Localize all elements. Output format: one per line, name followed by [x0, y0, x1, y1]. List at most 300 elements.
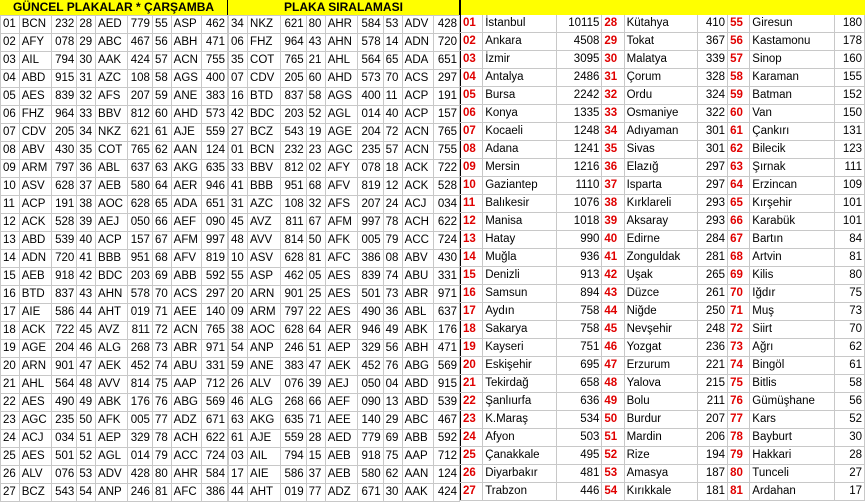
rank-cell: 16 [461, 285, 483, 303]
city-name-cell: Hakkari [750, 447, 834, 465]
table-row [229, 70, 460, 88]
city-code-cell: 72 [383, 124, 402, 142]
digits-cell: 297 [434, 70, 460, 88]
letters-cell: BBV [96, 106, 127, 124]
letters-cell: BCN [19, 16, 51, 34]
digits-cell: 712 [434, 448, 460, 466]
digits-cell: 232 [51, 16, 76, 34]
letters-cell: AAN [171, 142, 202, 160]
digits-cell: 628 [280, 250, 306, 268]
digits-cell: 205 [280, 70, 306, 88]
digits-cell: 722 [434, 160, 460, 178]
letters-cell: ABR [402, 286, 433, 304]
letters-cell: ABB [402, 430, 433, 448]
city-code-cell: 79 [152, 448, 171, 466]
city-code-cell: 28 [77, 16, 96, 34]
digits-cell: 584 [357, 16, 383, 34]
table-row [1, 88, 228, 106]
city-code-cell: 48 [77, 376, 96, 394]
rank-cell: 01 [461, 15, 483, 33]
digits-cell: 837 [280, 88, 306, 106]
letters-cell: AVZ [96, 322, 127, 340]
table-row [461, 159, 865, 177]
city-name-cell: Şanlıurfa [483, 393, 557, 411]
letters-cell: ABD [19, 70, 51, 88]
digits-cell: 819 [202, 250, 228, 268]
city-code-cell: 20 [229, 286, 248, 304]
digits-cell: 471 [202, 34, 228, 52]
table-row [1, 484, 228, 502]
digits-cell: 246 [127, 484, 152, 502]
city-name-cell: Zonguldak [624, 249, 697, 267]
count-cell: 1018 [557, 213, 602, 231]
city-code-cell: 28 [306, 430, 325, 448]
letters-cell: AEB [96, 178, 127, 196]
table-row [1, 16, 228, 34]
city-code-cell: 33 [229, 160, 248, 178]
count-cell: 297 [697, 177, 727, 195]
city-code-cell: 51 [306, 340, 325, 358]
letters-cell: ASV [19, 178, 51, 196]
city-name-cell: Çankırı [750, 123, 834, 141]
table-row [229, 340, 460, 358]
city-code-cell: 54 [229, 340, 248, 358]
digits-cell: 297 [202, 286, 228, 304]
table-row [461, 375, 865, 393]
letters-cell: AVZ [248, 214, 281, 232]
table-row [229, 304, 460, 322]
letters-cell: CDV [248, 70, 281, 88]
table-row [461, 483, 865, 501]
city-code-cell: 39 [77, 214, 96, 232]
count-cell: 3095 [557, 51, 602, 69]
rank-cell: 37 [602, 177, 624, 195]
count-cell: 1248 [557, 123, 602, 141]
count-cell: 2242 [557, 87, 602, 105]
rank-cell: 40 [602, 231, 624, 249]
digits-cell: 467 [127, 34, 152, 52]
city-name-cell: Gaziantep [483, 177, 557, 195]
city-code-cell: 45 [77, 322, 96, 340]
city-code-cell: 44 [229, 484, 248, 502]
city-code-cell: 34 [229, 16, 248, 34]
city-name-cell: Kırşehir [750, 195, 834, 213]
digits-cell: 191 [434, 88, 460, 106]
count-cell: 27 [834, 465, 864, 483]
city-code-cell: 12 [1, 214, 20, 232]
letters-cell: AGE [19, 340, 51, 358]
rank-cell: 17 [461, 303, 483, 321]
city-code-cell: 17 [1, 304, 20, 322]
count-cell: 636 [557, 393, 602, 411]
letters-cell: ACP [402, 106, 433, 124]
city-code-cell: 55 [229, 268, 248, 286]
table-row [1, 340, 228, 358]
city-code-cell: 68 [306, 178, 325, 196]
digits-cell: 915 [51, 70, 76, 88]
city-code-cell: 25 [306, 286, 325, 304]
letters-cell: ADA [171, 196, 202, 214]
letters-cell: ADZ [325, 484, 357, 502]
letters-cell: NKZ [248, 16, 281, 34]
table-row [229, 124, 460, 142]
rank-cell: 23 [461, 411, 483, 429]
count-cell: 322 [697, 105, 727, 123]
city-code-cell: 29 [77, 34, 96, 52]
rank-cell: 05 [461, 87, 483, 105]
count-cell: 236 [697, 339, 727, 357]
rank-cell: 22 [461, 393, 483, 411]
city-code-cell: 70 [383, 70, 402, 88]
city-code-cell: 30 [383, 484, 402, 502]
count-cell: 58 [834, 375, 864, 393]
digits-cell: 794 [280, 448, 306, 466]
letters-cell: FHZ [19, 106, 51, 124]
count-cell: 250 [697, 303, 727, 321]
digits-cell: 559 [202, 124, 228, 142]
count-cell: 410 [697, 15, 727, 33]
city-code-cell: 34 [77, 124, 96, 142]
rank-cell: 76 [728, 393, 750, 411]
letters-cell: AAP [402, 448, 433, 466]
letters-cell: AIE [19, 304, 51, 322]
digits-cell: 755 [202, 52, 228, 70]
letters-cell: ASV [248, 250, 281, 268]
city-code-cell: 46 [77, 340, 96, 358]
city-code-cell: 40 [77, 232, 96, 250]
digits-cell: 452 [127, 358, 152, 376]
letters-cell: ABR [171, 340, 202, 358]
table-row [461, 177, 865, 195]
digits-cell: 019 [127, 304, 152, 322]
digits-cell: 204 [51, 340, 76, 358]
letters-cell: COT [248, 52, 281, 70]
city-name-cell: Kırklareli [624, 195, 697, 213]
digits-cell: 014 [357, 106, 383, 124]
rank-cell: 25 [461, 447, 483, 465]
city-name-cell: Denizli [483, 267, 557, 285]
city-code-cell: 64 [152, 178, 171, 196]
count-cell: 301 [697, 141, 727, 159]
digits-cell: 539 [51, 232, 76, 250]
count-cell: 293 [697, 213, 727, 231]
city-code-cell: 22 [1, 394, 20, 412]
digits-cell: 235 [357, 142, 383, 160]
letters-cell: AIE [248, 466, 281, 484]
digits-cell: 467 [434, 412, 460, 430]
city-code-cell: 58 [306, 88, 325, 106]
digits-cell: 814 [280, 232, 306, 250]
digits-cell: 765 [127, 142, 152, 160]
count-cell: 758 [557, 321, 602, 339]
digits-cell: 383 [280, 358, 306, 376]
city-name-cell: Erzincan [750, 177, 834, 195]
table-row [229, 394, 460, 412]
city-name-cell: Ordu [624, 87, 697, 105]
city-name-cell: Hatay [483, 231, 557, 249]
letters-cell: AOC [96, 196, 127, 214]
city-code-cell: 68 [152, 250, 171, 268]
letters-cell: BTD [248, 88, 281, 106]
letters-cell: ACP [96, 232, 127, 250]
rank-cell: 44 [602, 303, 624, 321]
count-cell: 181 [697, 483, 727, 501]
letters-cell: ACP [19, 196, 51, 214]
count-cell: 152 [834, 87, 864, 105]
count-cell: 265 [697, 267, 727, 285]
city-code-cell: 19 [306, 124, 325, 142]
letters-cell: AES [19, 448, 51, 466]
digits-cell: 428 [127, 466, 152, 484]
count-cell: 297 [697, 159, 727, 177]
rank-cell: 32 [602, 87, 624, 105]
rank-cell: 31 [602, 69, 624, 87]
city-code-cell: 65 [152, 196, 171, 214]
letters-cell: AEP [96, 430, 127, 448]
city-code-cell: 50 [77, 412, 96, 430]
digits-cell: 528 [51, 214, 76, 232]
digits-cell: 651 [202, 196, 228, 214]
table-row [229, 178, 460, 196]
letters-cell: ALG [248, 394, 281, 412]
letters-cell: BTD [19, 286, 51, 304]
digits-cell: 543 [280, 124, 306, 142]
rank-cell: 64 [728, 177, 750, 195]
city-name-cell: Manisa [483, 213, 557, 231]
city-code-cell: 63 [152, 160, 171, 178]
city-code-cell: 58 [152, 70, 171, 88]
letters-cell: AHN [325, 34, 357, 52]
rank-cell: 39 [602, 213, 624, 231]
digits-cell: 140 [202, 304, 228, 322]
digits-cell: 765 [280, 52, 306, 70]
letters-cell: AEB [19, 268, 51, 286]
city-name-cell: Balıkesir [483, 195, 557, 213]
letters-cell: AEB [325, 448, 357, 466]
table-row [1, 160, 228, 178]
city-name-cell: Ankara [483, 33, 557, 51]
letters-cell: ARM [19, 160, 51, 178]
table-row [461, 321, 865, 339]
digits-cell: 078 [357, 160, 383, 178]
letters-cell: ACN [171, 322, 202, 340]
table-row [229, 232, 460, 250]
city-name-cell: Bilecik [750, 141, 834, 159]
count-cell: 194 [697, 447, 727, 465]
count-cell: 328 [697, 69, 727, 87]
letters-cell: ABD [402, 394, 433, 412]
table-row [229, 448, 460, 466]
letters-cell: BBB [248, 178, 281, 196]
city-code-cell: 49 [77, 394, 96, 412]
city-code-cell: 61 [152, 124, 171, 142]
city-code-cell: 09 [1, 160, 20, 178]
letters-cell: ABL [96, 160, 127, 178]
city-code-cell: 14 [1, 250, 20, 268]
count-cell: 10115 [557, 15, 602, 33]
count-cell: 293 [697, 195, 727, 213]
city-code-cell: 14 [383, 34, 402, 52]
city-code-cell: 06 [1, 106, 20, 124]
count-cell: 187 [697, 465, 727, 483]
letters-cell: ABV [19, 142, 51, 160]
count-cell: 284 [697, 231, 727, 249]
table-row [461, 429, 865, 447]
letters-cell: ALV [19, 466, 51, 484]
table-row [1, 304, 228, 322]
table-row [1, 430, 228, 448]
count-cell: 109 [834, 177, 864, 195]
count-cell: 211 [697, 393, 727, 411]
plates-by-city-table [0, 15, 228, 502]
digits-cell: 671 [357, 484, 383, 502]
letters-cell: AGL [325, 106, 357, 124]
digits-cell: 424 [127, 52, 152, 70]
letters-cell: AEF [171, 214, 202, 232]
city-code-cell: 47 [306, 358, 325, 376]
table-row [229, 160, 460, 178]
city-name-cell: Aksaray [624, 213, 697, 231]
city-name-cell: Van [750, 105, 834, 123]
digits-cell: 586 [280, 466, 306, 484]
digits-cell: 628 [51, 178, 76, 196]
city-code-cell: 04 [1, 70, 20, 88]
rank-cell: 38 [602, 195, 624, 213]
city-name-cell: Düzce [624, 285, 697, 303]
digits-cell: 124 [202, 142, 228, 160]
city-name-cell: Gümüşhane [750, 393, 834, 411]
rank-cell: 06 [461, 105, 483, 123]
rank-cell: 26 [461, 465, 483, 483]
digits-cell: 424 [434, 484, 460, 502]
digits-cell: 569 [202, 394, 228, 412]
count-cell: 160 [834, 51, 864, 69]
digits-cell: 490 [357, 304, 383, 322]
rank-cell: 09 [461, 159, 483, 177]
letters-cell: COT [96, 142, 127, 160]
city-code-cell: 40 [383, 106, 402, 124]
rank-cell: 18 [461, 321, 483, 339]
count-cell: 215 [697, 375, 727, 393]
digits-cell: 580 [127, 178, 152, 196]
city-name-cell: Edirne [624, 231, 697, 249]
digits-cell: 157 [434, 106, 460, 124]
city-name-cell: Giresun [750, 15, 834, 33]
city-code-cell: 51 [77, 430, 96, 448]
digits-cell: 501 [357, 286, 383, 304]
city-code-cell: 77 [306, 484, 325, 502]
city-name-cell: Diyarbakır [483, 465, 557, 483]
table-row [461, 141, 865, 159]
letters-cell: AZC [96, 70, 127, 88]
city-code-cell: 31 [229, 196, 248, 214]
city-code-cell: 13 [383, 394, 402, 412]
table-row [461, 195, 865, 213]
table-row [229, 106, 460, 124]
digits-cell: 176 [434, 322, 460, 340]
city-code-cell: 27 [1, 484, 20, 502]
rank-cell: 78 [728, 429, 750, 447]
rank-cell: 41 [602, 249, 624, 267]
letters-cell: CDV [19, 124, 51, 142]
table-row [1, 394, 228, 412]
letters-cell: AAN [402, 466, 433, 484]
digits-cell: 712 [202, 376, 228, 394]
digits-cell: 076 [51, 466, 76, 484]
city-code-cell: 42 [77, 268, 96, 286]
count-cell: 52 [834, 411, 864, 429]
letters-cell: ACK [402, 178, 433, 196]
table-row [461, 339, 865, 357]
count-cell: 446 [557, 483, 602, 501]
digits-cell: 755 [434, 142, 460, 160]
digits-cell: 722 [51, 322, 76, 340]
letters-cell: ABD [402, 376, 433, 394]
table-row [1, 196, 228, 214]
rank-cell: 11 [461, 195, 483, 213]
table-row [229, 214, 460, 232]
table-row [1, 466, 228, 484]
city-code-cell: 36 [383, 304, 402, 322]
letters-cell: AOC [248, 322, 281, 340]
city-name-cell: Malatya [624, 51, 697, 69]
city-name-cell: Iğdır [750, 285, 834, 303]
count-cell: 28 [834, 447, 864, 465]
city-name-cell: Kilis [750, 267, 834, 285]
letters-cell: AFK [325, 232, 357, 250]
letters-cell: BCZ [248, 124, 281, 142]
city-code-cell: 22 [306, 304, 325, 322]
table-row [461, 465, 865, 483]
city-code-cell: 25 [1, 448, 20, 466]
letters-cell: ABB [171, 268, 202, 286]
city-code-cell: 29 [383, 412, 402, 430]
count-cell: 913 [557, 267, 602, 285]
city-name-cell: Karabük [750, 213, 834, 231]
city-code-cell: 46 [229, 394, 248, 412]
digits-cell: 724 [202, 448, 228, 466]
digits-cell: 839 [357, 268, 383, 286]
city-code-cell: 80 [152, 466, 171, 484]
digits-cell: 964 [51, 106, 76, 124]
city-name-cell: Bayburt [750, 429, 834, 447]
rank-cell: 62 [728, 141, 750, 159]
letters-cell: AGC [325, 142, 357, 160]
count-cell: 178 [834, 33, 864, 51]
city-code-cell: 62 [383, 466, 402, 484]
digits-cell: 622 [202, 430, 228, 448]
count-cell: 17 [834, 483, 864, 501]
count-cell: 894 [557, 285, 602, 303]
city-code-cell: 09 [229, 304, 248, 322]
letters-cell: AFM [171, 232, 202, 250]
digits-cell: 918 [357, 448, 383, 466]
letters-cell: AHL [19, 376, 51, 394]
count-cell: 503 [557, 429, 602, 447]
table-row [461, 393, 865, 411]
table-row [1, 178, 228, 196]
rank-cell: 51 [602, 429, 624, 447]
digits-cell: 430 [51, 142, 76, 160]
city-code-cell: 32 [306, 196, 325, 214]
letters-cell: ACN [171, 52, 202, 70]
city-code-cell: 10 [229, 250, 248, 268]
table-row [1, 448, 228, 466]
digits-cell: 078 [51, 34, 76, 52]
digits-cell: 157 [127, 232, 152, 250]
digits-cell: 543 [51, 484, 76, 502]
count-cell: 101 [834, 213, 864, 231]
